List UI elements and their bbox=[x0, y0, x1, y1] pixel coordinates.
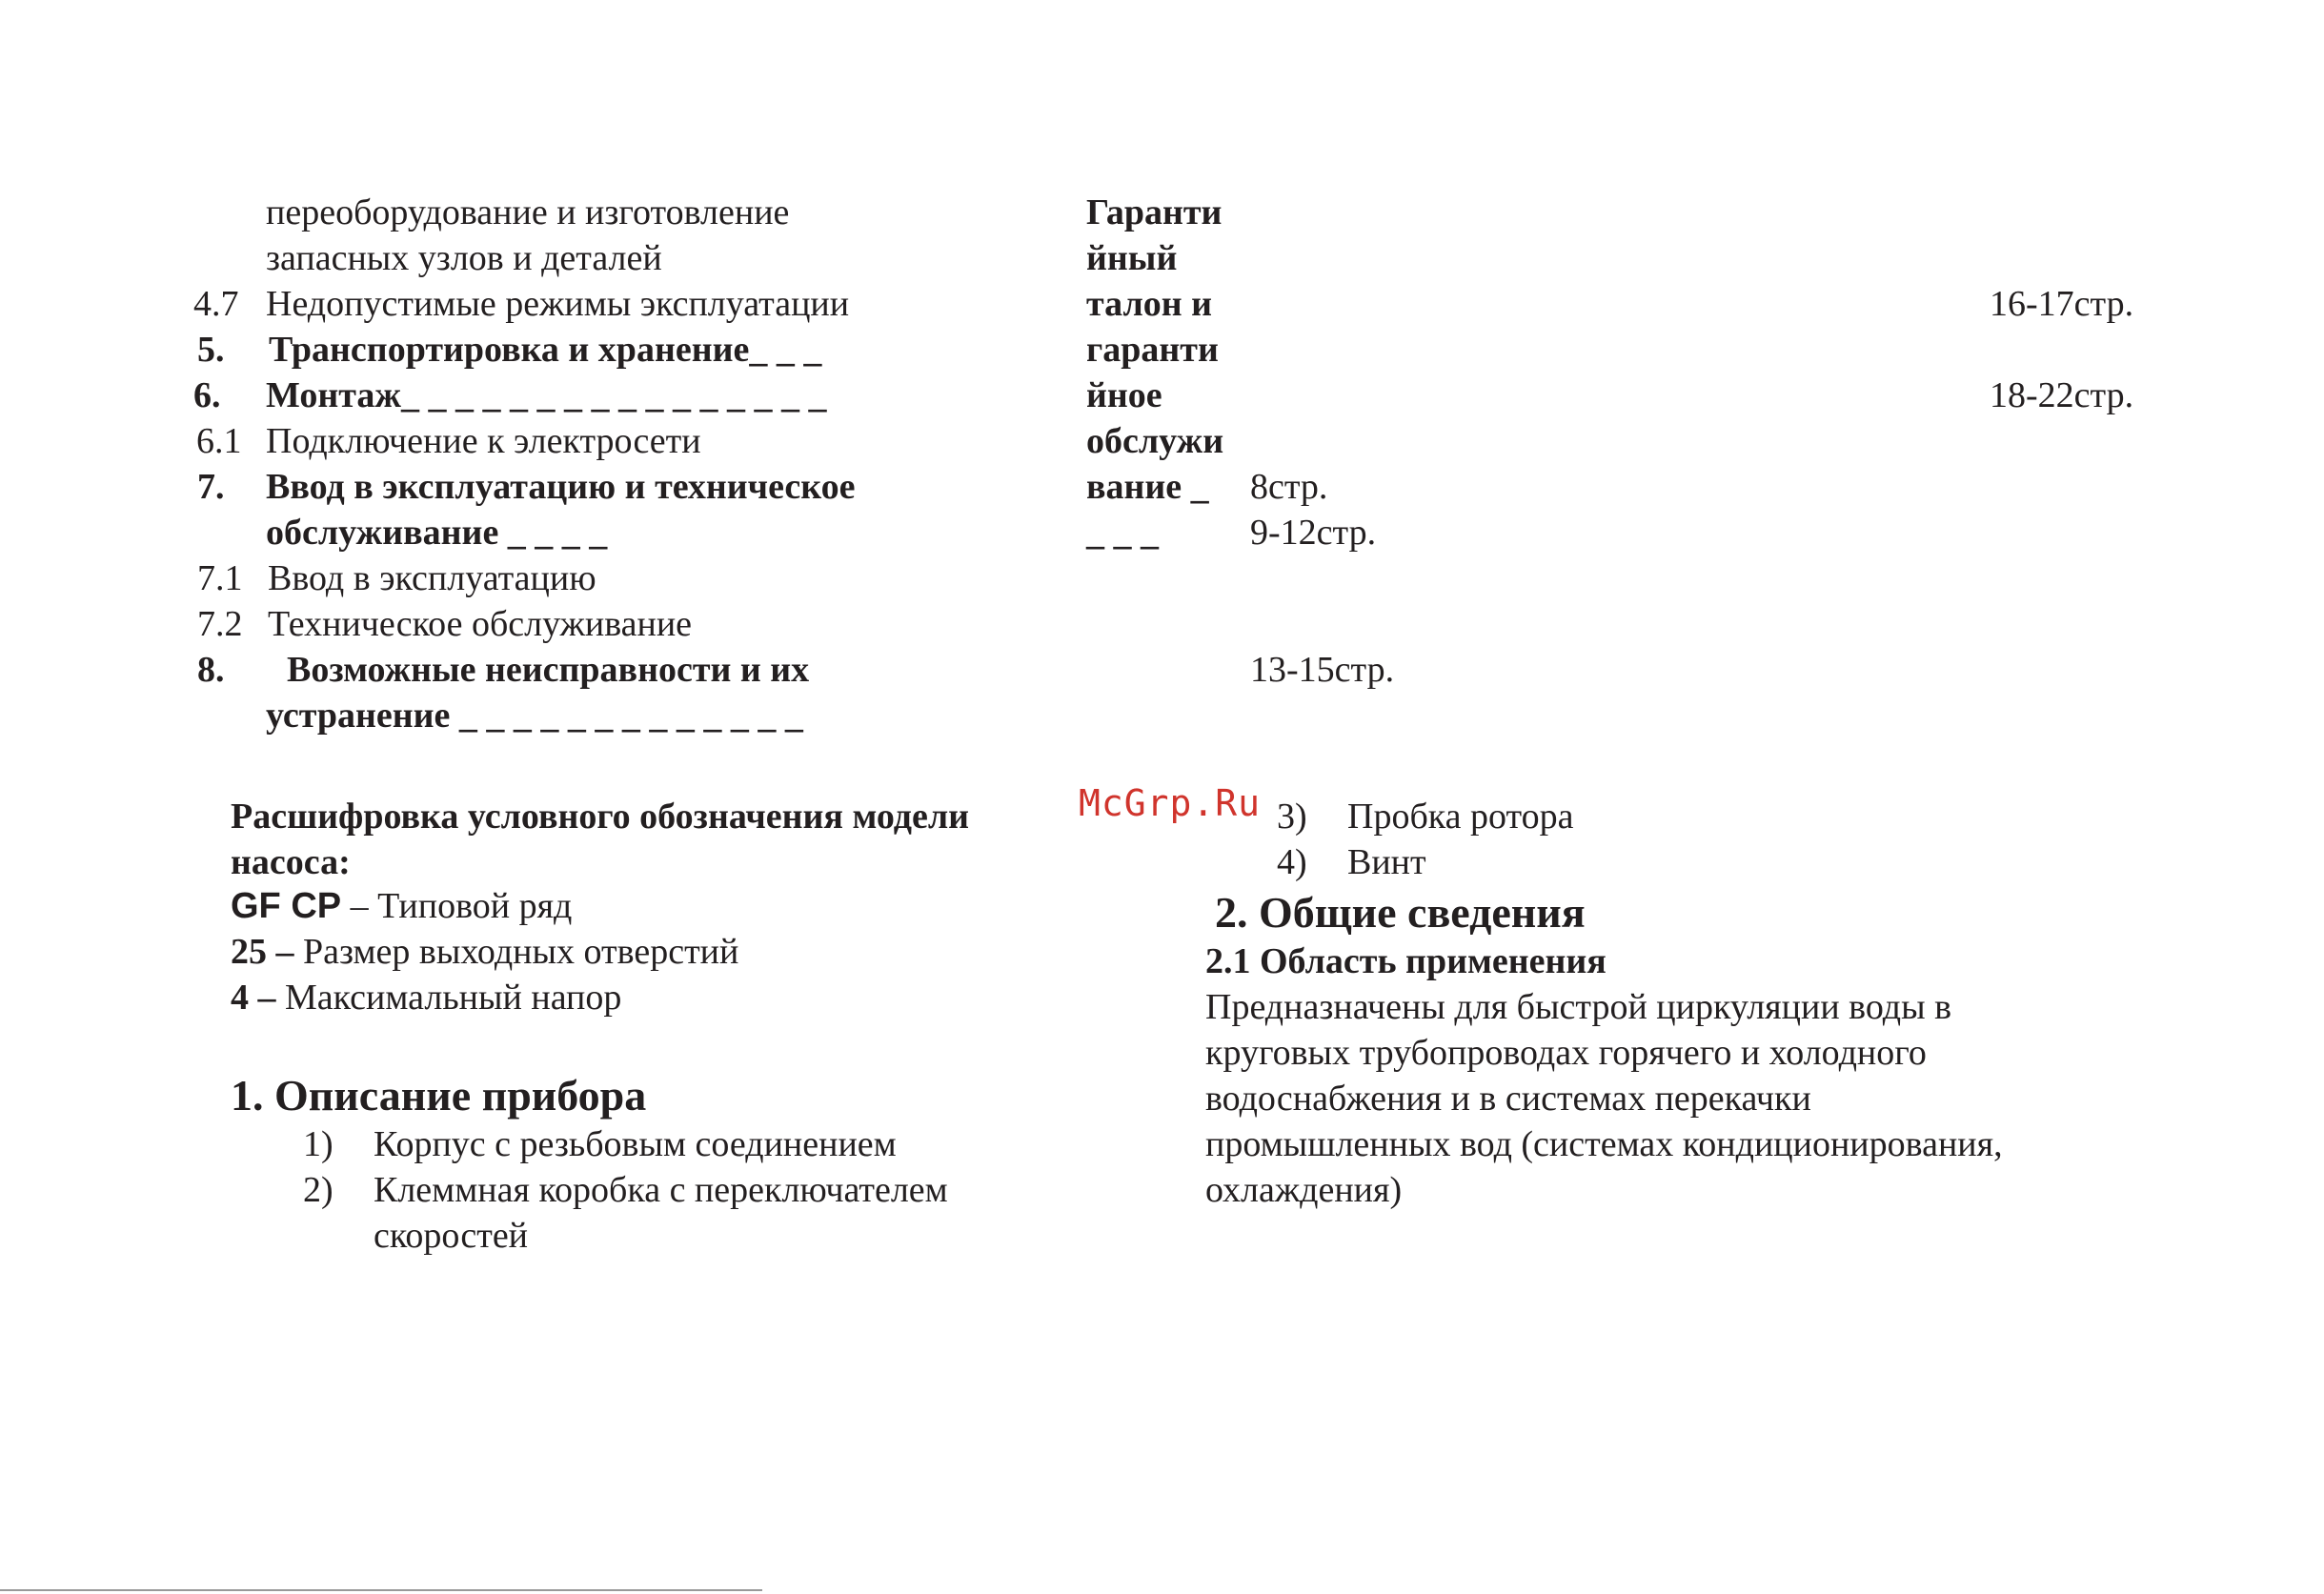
section-2-1-heading: 2.1 Область применения bbox=[1205, 941, 1607, 981]
toc-section-7-1-number: 7.1 bbox=[197, 558, 243, 598]
toc-warranty-line: йный bbox=[1086, 238, 1178, 278]
toc-section-7-number: 7. bbox=[197, 467, 225, 507]
toc-page-number: 9-12стр. bbox=[1250, 513, 1377, 553]
section-1-item-2-text-line2: скоростей bbox=[374, 1216, 529, 1256]
toc-page-number: 13-15стр. bbox=[1250, 650, 1395, 690]
section-1-item-1-number: 1) bbox=[303, 1124, 333, 1164]
decode-title-line1: Расшифровка условного обозначения модели bbox=[231, 797, 970, 837]
decode-code-25: 25 – bbox=[231, 932, 294, 972]
toc-section-5-number: 5. bbox=[197, 330, 225, 370]
toc-section-6-number: 6. bbox=[193, 375, 221, 415]
toc-page-number: 8стр. bbox=[1250, 467, 1328, 507]
section-1-item-1-text: Корпус с резьбовым соединением bbox=[374, 1124, 897, 1164]
toc-section-6-1-title: Подключение к электросети bbox=[266, 421, 701, 461]
toc-warranty-line: Гаранти bbox=[1086, 192, 1223, 232]
decode-code-4: 4 – bbox=[231, 978, 276, 1018]
toc-warranty-line: обслужи bbox=[1086, 421, 1224, 461]
toc-warranty-line: талон и bbox=[1086, 284, 1213, 324]
toc-page-number: 18-22стр. bbox=[1990, 375, 2134, 415]
toc-section-4-7-title: Недопустимые режимы эксплуатации bbox=[266, 284, 850, 324]
decode-item-head bbox=[231, 976, 621, 1019]
toc-warranty-line: йное bbox=[1086, 375, 1162, 415]
toc-section-7-title-line2: обслуживание _ _ _ _ bbox=[266, 513, 608, 553]
toc-line-conversion: переоборудование и изготовление bbox=[266, 192, 790, 232]
section-2-1-paragraph-line: круговых трубопроводах горячего и холодного bbox=[1205, 1033, 1927, 1073]
section-2-heading: 2. Общие сведения bbox=[1215, 888, 1586, 937]
toc-section-7-title-line1: Ввод в эксплуатацию и техническое bbox=[266, 467, 856, 507]
toc-section-6-1-number: 6.1 bbox=[196, 421, 242, 461]
toc-section-5-title: Транспортировка и хранение_ _ _ bbox=[269, 330, 822, 370]
section-1-item-3-text: Пробка ротора bbox=[1347, 797, 1574, 837]
section-2-1-paragraph-line: промышленных вод (системах кондиционирования, bbox=[1205, 1124, 2003, 1164]
toc-section-7-1-title: Ввод в эксплуатацию bbox=[268, 558, 596, 598]
section-2-1-paragraph-line: Предназначены для быстрой циркуляции воды в bbox=[1205, 987, 1952, 1027]
toc-section-4-7-number: 4.7 bbox=[193, 284, 239, 324]
decode-item-series bbox=[231, 884, 572, 928]
toc-section-6-title: Монтаж_ _ _ _ _ _ _ _ _ _ _ _ _ _ _ _ bbox=[266, 375, 827, 415]
decode-text-size: Размер выходных отверстий bbox=[303, 932, 739, 972]
decode-item-size bbox=[231, 930, 738, 974]
section-1-item-2-number: 2) bbox=[303, 1170, 333, 1210]
decode-title-line2: насоса: bbox=[231, 842, 351, 882]
section-1-heading: 1. Описание прибора bbox=[231, 1071, 647, 1120]
toc-page-number: 16-17стр. bbox=[1990, 284, 2134, 324]
section-2-1-paragraph-line: охлаждения) bbox=[1205, 1170, 1403, 1210]
toc-section-8-number: 8. bbox=[197, 650, 225, 690]
decode-code-gf-cp: GF CP bbox=[231, 886, 342, 926]
section-1-item-2-text-line1: Клеммная коробка с переключателем bbox=[374, 1170, 948, 1210]
toc-line-spare-parts: запасных узлов и деталей bbox=[266, 238, 662, 278]
section-1-item-4-text: Винт bbox=[1347, 842, 1426, 882]
toc-section-7-2-number: 7.2 bbox=[197, 604, 243, 644]
toc-section-7-2-title: Техническое обслуживание bbox=[268, 604, 693, 644]
toc-warranty-line: _ _ _ bbox=[1086, 513, 1159, 553]
section-2-1-paragraph-line: водоснабжения и в системах перекачки bbox=[1205, 1079, 1811, 1119]
toc-warranty-line: вание _ bbox=[1086, 467, 1209, 507]
bottom-divider bbox=[0, 1589, 762, 1591]
section-1-item-4-number: 4) bbox=[1277, 842, 1307, 882]
section-1-item-3-number: 3) bbox=[1277, 797, 1307, 837]
toc-warranty-line: гаранти bbox=[1086, 330, 1219, 370]
decode-text-head: Максимальный напор bbox=[285, 978, 622, 1018]
toc-section-8-title-line2: устранение _ _ _ _ _ _ _ _ _ _ _ _ _ bbox=[266, 696, 803, 736]
toc-section-8-title-line1: Возможные неисправности и их bbox=[287, 650, 810, 690]
decode-text-series: – Типовой ряд bbox=[350, 886, 573, 926]
watermark-logo: McGrp.Ru bbox=[1079, 782, 1262, 824]
